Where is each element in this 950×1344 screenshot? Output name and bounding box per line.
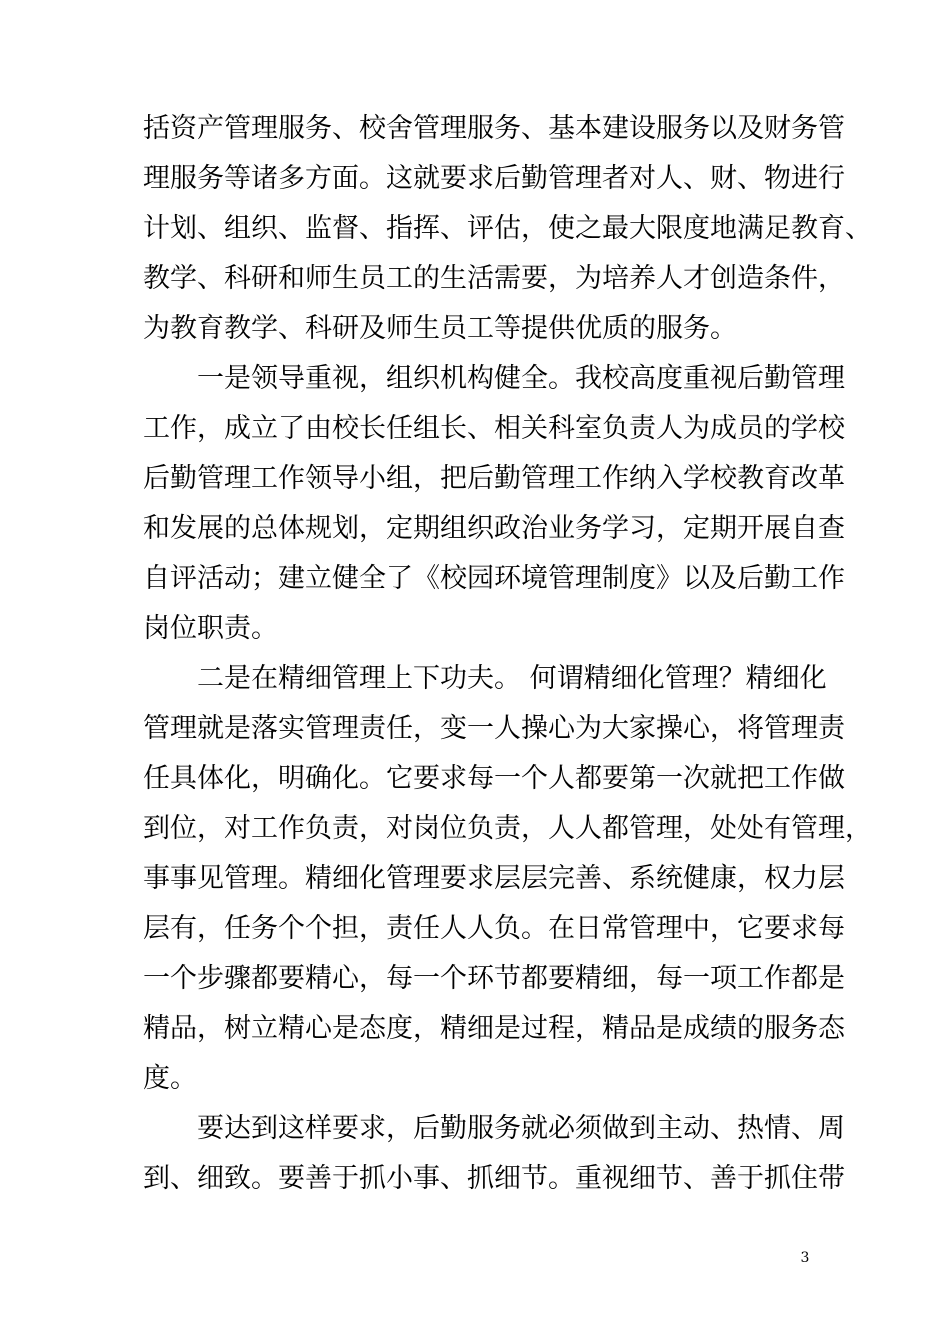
text-line: 到、细致。要善于抓小事、抓细节。重视细节、善于抓住带 <box>143 1163 845 1194</box>
text-line: 一是领导重视，组织机构健全。我校高度重视后勤管理 <box>197 363 845 394</box>
text-line: 一个步骤都要精心，每一个环节都要精细，每一项工作都是 <box>143 963 845 994</box>
text-line: 教学、科研和师生员工的生活需要，为培养人才创造条件， <box>143 263 845 294</box>
text-line: 管理就是落实管理责任，变一人操心为大家操心，将管理责 <box>143 713 845 744</box>
text-line: 计划、组织、监督、指挥、评估，使之最大限度地满足教育、 <box>143 213 872 244</box>
body-text <box>143 104 872 1204</box>
text-line: 二是在精细管理上下功夫。 何谓精细化管理？精细化 <box>197 663 827 694</box>
text-line: 事事见管理。精细化管理要求层层完善、系统健康，权力层 <box>143 863 845 894</box>
text-line: 理服务等诸多方面。这就要求后勤管理者对人、财、物进行 <box>143 163 845 194</box>
text-line: 到位，对工作负责，对岗位负责，人人都管理，处处有管理， <box>143 813 872 844</box>
text-line: 为教育教学、科研及师生员工等提供优质的服务。 <box>143 313 737 344</box>
text-line: 岗位职责。 <box>143 613 278 644</box>
text-line: 度。 <box>143 1063 197 1094</box>
text-line: 工作，成立了由校长任组长、相关科室负责人为成员的学校 <box>143 413 845 444</box>
text-line: 后勤管理工作领导小组，把后勤管理工作纳入学校教育改革 <box>143 463 845 494</box>
text-line: 精品，树立精心是态度，精细是过程，精品是成绩的服务态 <box>143 1013 845 1044</box>
text-line: 任具体化，明确化。它要求每一个人都要第一次就把工作做 <box>143 763 845 794</box>
page-number: 3 <box>800 1250 810 1266</box>
text-line: 和发展的总体规划，定期组织政治业务学习，定期开展自查 <box>143 513 845 544</box>
text-line: 自评活动；建立健全了《校园环境管理制度》以及后勤工作 <box>143 563 845 594</box>
text-line: 括资产管理服务、校舍管理服务、基本建设服务以及财务管 <box>143 113 845 144</box>
text-line: 层有，任务个个担，责任人人负。在日常管理中，它要求每 <box>143 913 845 944</box>
text-line: 要达到这样要求，后勤服务就必须做到主动、热情、周 <box>197 1113 845 1144</box>
